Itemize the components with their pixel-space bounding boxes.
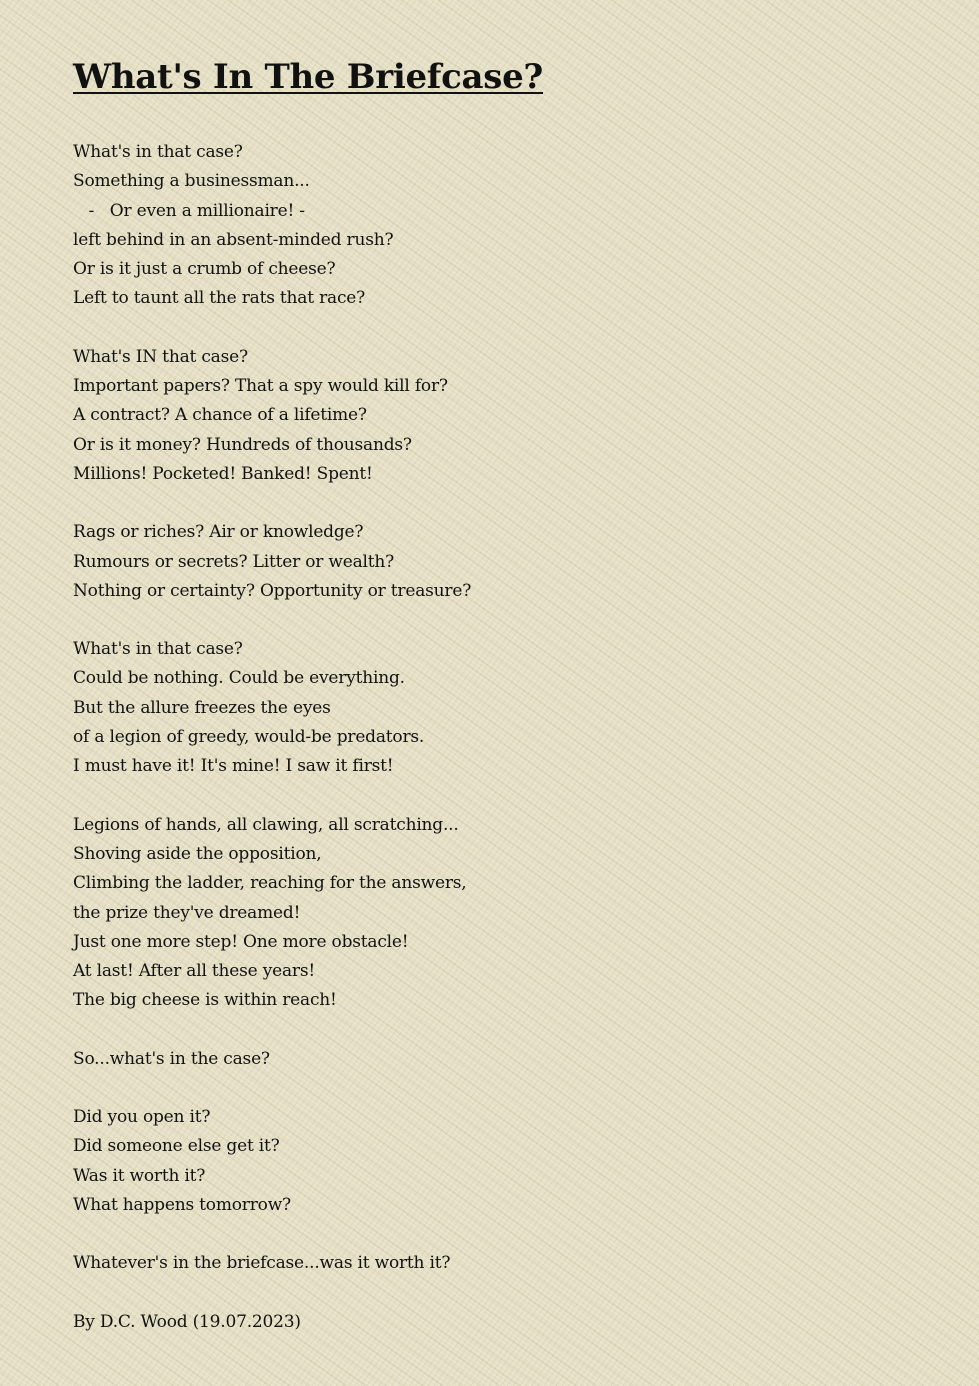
poem-line: Left to taunt all the rats that race? bbox=[73, 288, 366, 309]
poem-line: Whatever's in the briefcase...was it worth it? bbox=[73, 1253, 451, 1274]
poem-line: Nothing or certainty? Opportunity or treasure? bbox=[73, 580, 472, 601]
poem-line: - Or even a millionaire! - bbox=[73, 200, 305, 221]
poem-line: Was it worth it? bbox=[73, 1165, 206, 1186]
poem-line: So...what's in the case? bbox=[73, 1048, 270, 1069]
poem-line: I must have it! It's mine! I saw it first! bbox=[73, 756, 394, 777]
poem-line: Or is it just a crumb of cheese? bbox=[73, 259, 336, 280]
poem-title: What's In The Briefcase? bbox=[73, 57, 544, 97]
poem-line: Rags or riches? Air or knowledge? bbox=[73, 522, 364, 543]
poem-line: What happens tomorrow? bbox=[73, 1194, 291, 1215]
poem-line: What's IN that case? bbox=[73, 346, 248, 367]
stanza-8 bbox=[73, 1249, 933, 1278]
poem-line: Could be nothing. Could be everything. bbox=[73, 668, 405, 689]
poem-line: But the allure freezes the eyes bbox=[73, 697, 331, 718]
poem-line: What's in that case? bbox=[73, 639, 243, 660]
poem-line: left behind in an absent-minded rush? bbox=[73, 229, 394, 250]
poem-line: of a legion of greedy, would-be predators. bbox=[73, 727, 425, 748]
poem-line: Rumours or secrets? Litter or wealth? bbox=[73, 551, 395, 572]
poem-line: Just one more step! One more obstacle! bbox=[73, 931, 409, 952]
poem-line: Did someone else get it? bbox=[73, 1136, 280, 1157]
poem-line: Something a businessman... bbox=[73, 171, 310, 192]
poem-line: Did you open it? bbox=[73, 1107, 211, 1128]
poem-line: The big cheese is within reach! bbox=[73, 990, 337, 1011]
stanza-5 bbox=[73, 811, 933, 1016]
poem-line: At last! After all these years! bbox=[73, 961, 315, 982]
poem-line: Millions! Pocketed! Banked! Spent! bbox=[73, 463, 373, 484]
poem-line: What's in that case? bbox=[73, 142, 243, 162]
stanza-7 bbox=[73, 1103, 933, 1220]
poem-line: A contract? A chance of a lifetime? bbox=[73, 405, 367, 426]
poem-line: Climbing the ladder, reaching for the answers, bbox=[73, 873, 467, 894]
stanza-2 bbox=[73, 343, 933, 489]
poem-byline: By D.C. Wood (19.07.2023) bbox=[73, 1311, 301, 1332]
stanza-3 bbox=[73, 518, 933, 606]
byline-block bbox=[73, 1308, 933, 1337]
stanza-6 bbox=[73, 1045, 933, 1074]
poem-page bbox=[73, 52, 933, 1366]
poem-line: Legions of hands, all clawing, all scratching... bbox=[73, 814, 459, 835]
poem-line: Important papers? That a spy would kill for? bbox=[73, 376, 448, 397]
stanza-4 bbox=[73, 635, 933, 781]
poem-line: Or is it money? Hundreds of thousands? bbox=[73, 434, 412, 455]
poem-line: the prize they've dreamed! bbox=[73, 902, 301, 923]
poem-line: Shoving aside the opposition, bbox=[73, 843, 322, 864]
stanza-1 bbox=[73, 138, 933, 314]
